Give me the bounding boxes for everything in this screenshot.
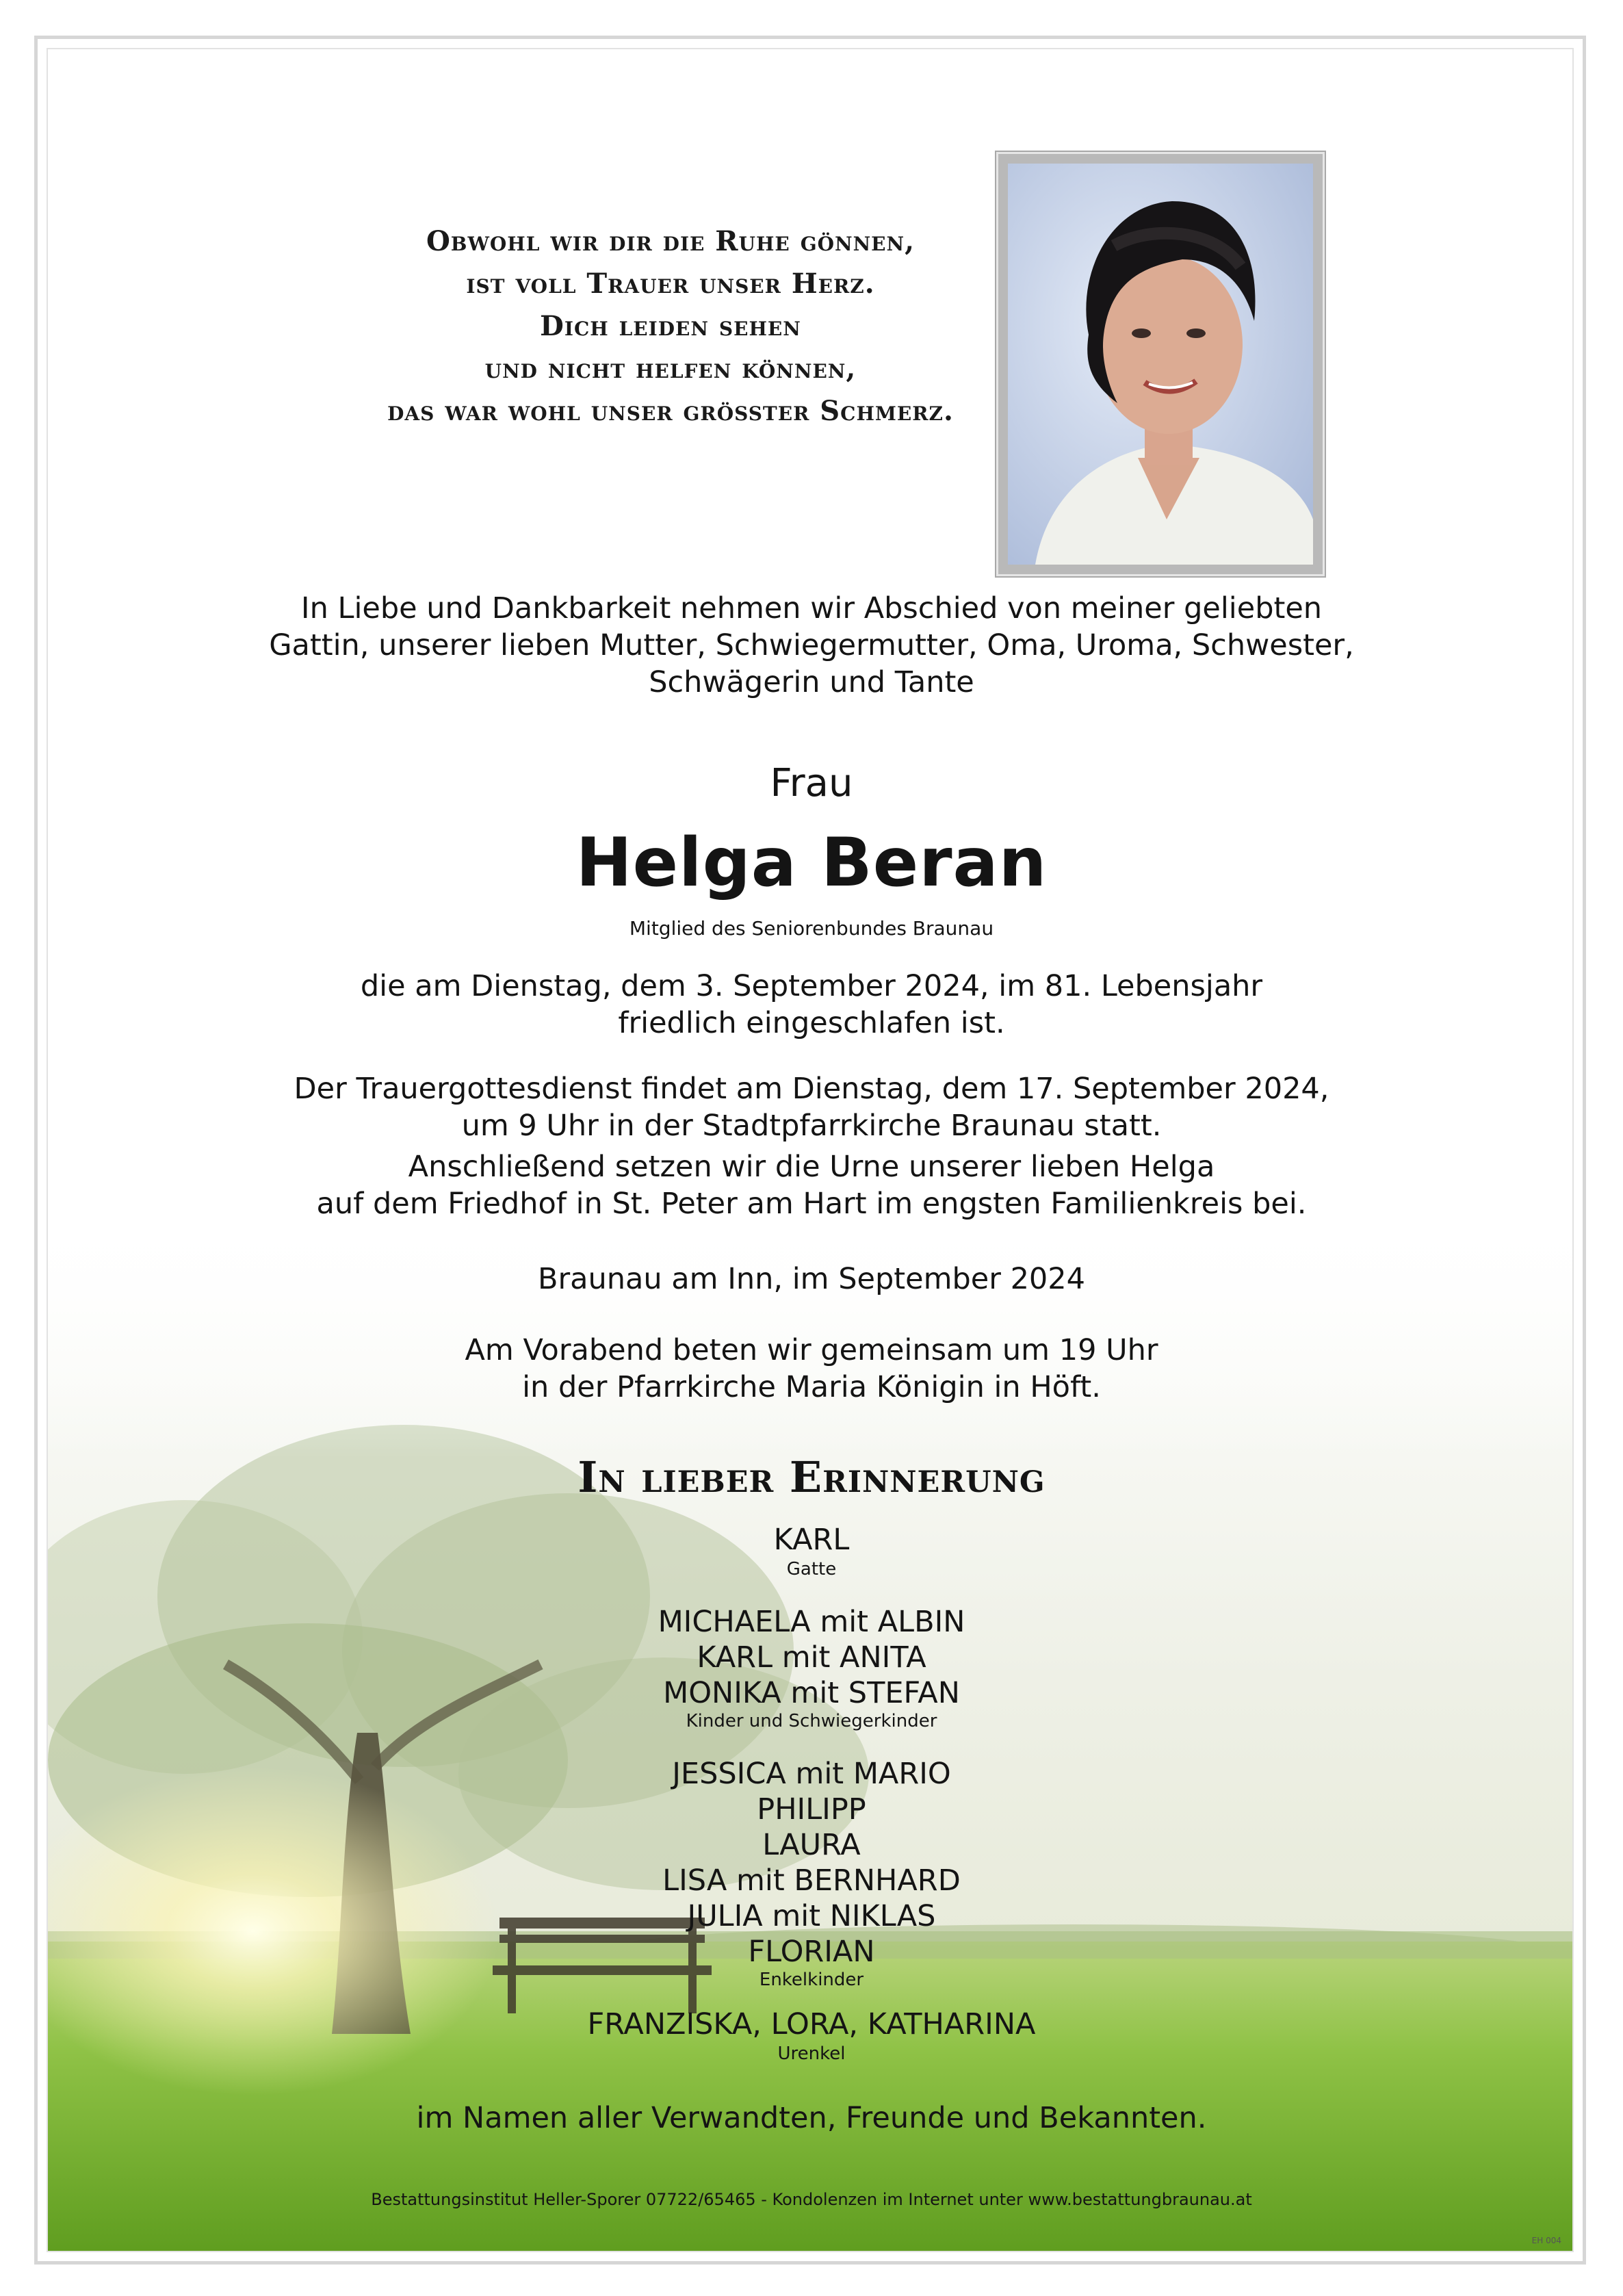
spouse-role: Gatte — [786, 1559, 837, 1579]
death-line: die am Dienstag, dem 3. September 2024, im 81. Lebensjahr — [360, 969, 1263, 1003]
intro-text — [48, 590, 1574, 701]
grandchild-entry: PHILIPP — [757, 1792, 866, 1827]
memory-heading: In lieber Erinnerung — [577, 1452, 1046, 1502]
intro-line: In Liebe und Dankbarkeit nehmen wir Abschied von meiner geliebten — [300, 591, 1323, 625]
grandchild-entry: LISA mit BERNHARD — [662, 1863, 961, 1898]
service-line: um 9 Uhr in der Stadtpfarrkirche Braunau statt. — [461, 1109, 1162, 1143]
prayer-line: in der Pfarrkirche Maria Königin in Höft. — [522, 1370, 1101, 1404]
child-entry: KARL mit ANITA — [697, 1640, 926, 1675]
spouse: KARL — [773, 1523, 850, 1557]
form-code: EH 004 — [1531, 2236, 1561, 2245]
membership: Mitglied des Seniorenbundes Braunau — [629, 917, 994, 940]
service-line: Der Trauergottesdienst findet am Dienstag, dem 17. September 2024, — [294, 1072, 1329, 1106]
deceased-name: Helga Beran — [575, 824, 1048, 902]
child-entry: MONIKA mit STEFAN — [663, 1676, 960, 1710]
prayer-line: Am Vorabend beten wir gemeinsam um 19 Uhr — [465, 1333, 1158, 1367]
prayer-info — [48, 1332, 1574, 1406]
burial-line: auf dem Friedhof in St. Peter am Hart im engsten Familienkreis bei. — [316, 1187, 1307, 1221]
footer-funeral-home: Bestattungsinstitut Heller-Sporer 07722/65465 - Kondolenzen im Internet unter www.bestattungbraunau.at — [371, 2190, 1252, 2209]
poem-line: Dich leiden sehen — [540, 310, 801, 342]
obituary-card — [47, 48, 1574, 2252]
grandchild-entry: JESSICA mit MARIO — [672, 1757, 951, 1791]
grandchild-entry: JULIA mit NIKLAS — [687, 1899, 936, 1933]
children-role: Kinder und Schwiegerkinder — [686, 1711, 937, 1731]
death-notice — [48, 968, 1574, 1042]
child-entry: MICHAELA mit ALBIN — [658, 1605, 965, 1639]
portrait-photo — [1008, 164, 1313, 565]
great-grandchildren: FRANZISKA, LORA, KATHARINA — [587, 2007, 1036, 2041]
poem-line: das war wohl unser grösster Schmerz. — [387, 395, 954, 427]
poem-line: Obwohl wir dir die Ruhe gönnen, — [426, 225, 916, 257]
poem-line: und nicht helfen können, — [484, 352, 857, 385]
children-list — [48, 1604, 1574, 1711]
closing-line: im Namen aller Verwandten, Freunde und Bekannten. — [416, 2101, 1207, 2135]
place-date: Braunau am Inn, im September 2024 — [537, 1262, 1085, 1296]
portrait-frame — [996, 152, 1325, 576]
grandchild-entry: LAURA — [762, 1828, 861, 1862]
burial-info — [48, 1148, 1574, 1222]
grandchildren-role: Enkelkinder — [759, 1970, 864, 1990]
great-grandchildren-role: Urenkel — [777, 2043, 846, 2064]
intro-line: Schwägerin und Tante — [649, 665, 974, 699]
death-line: friedlich eingeschlafen ist. — [618, 1006, 1005, 1040]
poem-line: ist voll Trauer unser Herz. — [466, 268, 875, 300]
grandchild-entry: FLORIAN — [748, 1935, 875, 1969]
grandchildren-list — [48, 1756, 1574, 1970]
salutation: Frau — [770, 761, 853, 805]
service-info — [48, 1070, 1574, 1144]
poem — [253, 220, 1088, 433]
burial-line: Anschließend setzen wir die Urne unserer lieben Helga — [408, 1150, 1215, 1184]
intro-line: Gattin, unserer lieben Mutter, Schwiegermutter, Oma, Uroma, Schwester, — [269, 628, 1354, 662]
